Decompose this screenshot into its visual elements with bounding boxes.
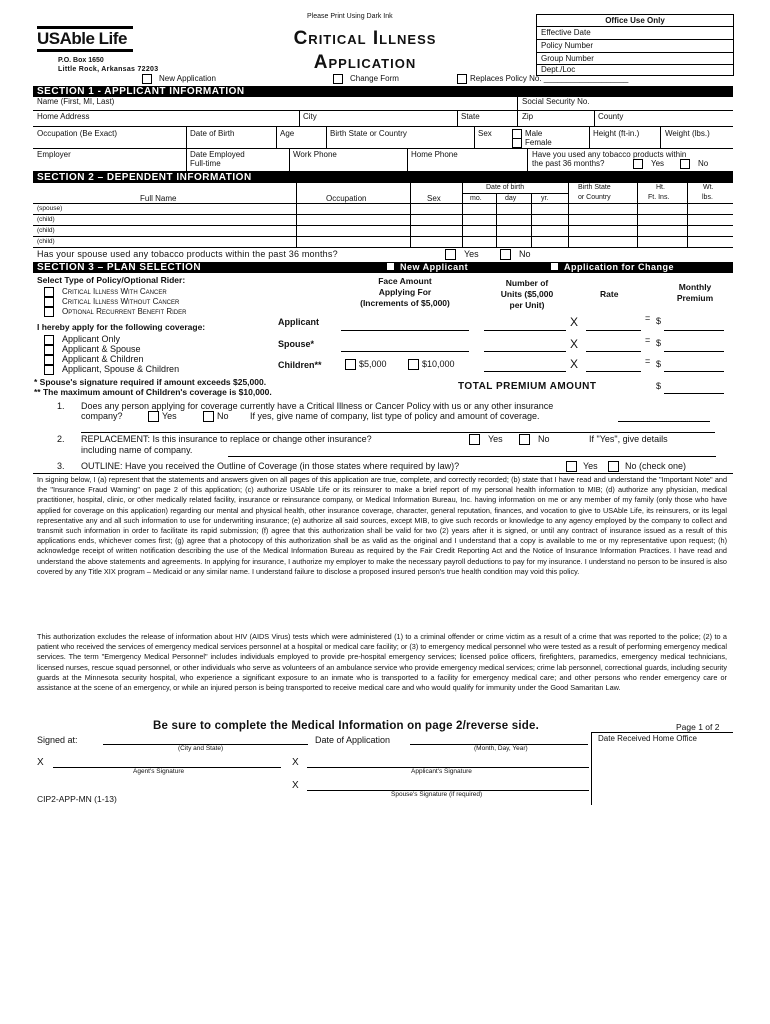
premium-header: Monthly Premium <box>676 282 714 303</box>
recurrent-rider-checkbox[interactable] <box>44 307 54 317</box>
office-use-title: Office Use Only <box>537 15 733 27</box>
q2-details-input[interactable] <box>228 456 716 457</box>
units-header: Number of Units ($5,000 per Unit) <box>500 278 554 310</box>
total-premium-input[interactable] <box>664 393 724 394</box>
q2-yes-checkbox[interactable] <box>469 434 480 445</box>
company-logo <box>37 26 137 52</box>
col-yr: yr. <box>541 195 549 202</box>
q3-no-option[interactable]: No (check one) <box>608 461 686 472</box>
section1-header: SECTION 1 - APPLICANT INFORMATION <box>33 86 733 97</box>
print-note: Please Print Using Dark Ink <box>307 13 393 20</box>
app-change-checkbox[interactable] <box>551 263 558 270</box>
q2-text-line2: including name of company. <box>81 445 193 455</box>
agent-signature-caption: Agent's Signature <box>133 768 185 775</box>
cov-applicant-only[interactable]: Applicant Only <box>44 334 120 345</box>
applicant-signature-caption: Applicant's Signature <box>411 768 472 775</box>
medical-info-reminder: Be sure to complete the Medical Information on page 2/reverse side. <box>153 720 539 732</box>
policy-number-field[interactable]: Policy Number <box>537 40 733 53</box>
select-type-label: Select Type of Policy/Optional Rider: <box>37 275 186 285</box>
children-row-label: Children** <box>278 360 322 370</box>
option-ci-without-cancer[interactable]: Critical Illness Without Cancer <box>44 297 179 307</box>
cov-applicant-spouse-children-checkbox[interactable] <box>44 365 54 375</box>
q2-no-checkbox[interactable] <box>519 434 530 445</box>
dependent-row-spouse[interactable]: (spouse) <box>37 205 63 212</box>
form-number: CIP2-APP-MN (1-13) <box>37 794 117 804</box>
face-amount-header: Face Amount Applying For (Increments of $5,000) <box>360 276 450 308</box>
office-use-box <box>536 14 734 76</box>
spouse-x: X <box>292 780 299 791</box>
ci-without-cancer-checkbox[interactable] <box>44 297 54 307</box>
applicant-x: X <box>292 757 299 768</box>
page-title: Critical Illness <box>293 28 437 49</box>
q2-number: 2. <box>57 434 65 444</box>
employer-field[interactable]: Employer <box>37 150 71 159</box>
signed-at-label: Signed at: <box>37 735 78 745</box>
col-day: day <box>505 195 517 202</box>
children-equals: = <box>645 356 651 366</box>
birth-state-field[interactable]: Birth State or Country <box>330 129 407 138</box>
ssn-field[interactable]: Social Security No. <box>522 97 590 106</box>
applicant-rate-input[interactable] <box>586 330 641 331</box>
tobacco-question: Have you used any tobacco products within <box>532 150 687 159</box>
col-or-country: or Country <box>578 194 611 201</box>
cov-applicant-spouse-children[interactable]: Applicant, Spouse & Children <box>44 364 179 375</box>
total-premium-label: TOTAL PREMIUM AMOUNT <box>458 381 597 392</box>
age-field[interactable]: Age <box>280 129 295 138</box>
option-recurrent-rider[interactable]: Optional Recurrent Benefit Rider <box>44 307 186 317</box>
home-phone-field[interactable]: Home Phone <box>411 150 458 159</box>
q3-number: 3. <box>57 461 65 471</box>
spouse-times: X <box>570 337 579 351</box>
children-rate-input[interactable] <box>586 371 641 372</box>
group-number-field[interactable]: Group Number <box>537 53 733 65</box>
county-field[interactable]: County <box>598 112 624 121</box>
home-address-field[interactable]: Home Address <box>37 112 90 121</box>
q2-yes-option[interactable]: Yes <box>469 434 503 445</box>
page-number: Page 1 of 2 <box>676 722 720 732</box>
logo-text: USAble Life <box>37 29 127 48</box>
female-checkbox[interactable] <box>512 138 522 148</box>
work-phone-field[interactable]: Work Phone <box>293 150 337 159</box>
new-application-option[interactable]: New Application <box>142 74 216 84</box>
children-5000-checkbox[interactable] <box>345 359 356 370</box>
tobacco-no-checkbox[interactable] <box>680 159 690 169</box>
q3-no-checkbox[interactable] <box>608 461 619 472</box>
hiv-exclusion-paragraph: This authorization excludes the release of information about HIV (AIDS Virus) tests which were administered (1) to a criminal offender or crime victim as a result of a crime that was reported to the police; (2) to a patient who received the services of emergency medical services personnel at a hospital or medical care facility; or (3) to emergency medical personnel who were tested as a result of performing emergency medical services. The term "Emergency Medical Personnel" includes individuals employed to provide pre-hospital emergency services; licensed police officers, firefighters, paramedics, emergency medical technicians, licensed nurses, rescue squad personnel, or other individuals who serve as volunteers of an ambulance service who provide emergency medical services; crime lab personnel, correctional guards, including security guards at the Minnesota security hospital, who experience a significant exposure to an inmate who is transported to a facility for emergency medical care; and other persons who render emergency care or assistance at the scene of an emergency, or while an injured person is being transported to receive medical care and who would qualify for immunity under the Good Samaritan Law. <box>37 632 727 693</box>
children-max-note: ** The maximum amount of Children's coverage is $10,000. <box>34 387 272 397</box>
q2-details-label: If "Yes", give details <box>589 434 668 444</box>
new-application-checkbox[interactable] <box>142 74 152 84</box>
authorization-paragraph: In signing below, I (a) represent that the statements and answers given on all pages of this application are true, complete, and correctly recorded; (b) state that I have read and understand the "Important Note" and the "Insurance Fraud Warning" on page 2 of this application; (c) authorize USAble Life or its reinsurer to make a brief report of my personal health information to MIB; (d) authorize any physician, medical practitioner, hospital, clinic, or other medically related facility, insurance or reinsurance company, or Medical Information Bureau, Inc. having information on me or any member of my family (only those who have applied for coverage on this application) regarding our mental and physical health, other insurance coverage, character, general reputation, finances, and vocation to give to USAble Life, its reinsurers, or its legal representative any and all such information to use for underwriting insurance; (e) authorize all said sources, except MIB, to give such records or knowledge to any agency employed by the company to collect and transmit such information in order to facilitate its rapid submission; (f) agree that this authorization shall be valid for two (2) years after it is signed, or until any contract of insurance issued as a result of this applications ends, whichever comes first; (g) agree that a photocopy of this authorization shall be as valid as the original and I understand that a copy is available to me or my representative upon request; (h) acknowledge receipt of written notification describing the use of the Medical Information Bureau as required by the Fair Credit Reporting Act and the Notice of Insurance Information Practices. I have read and understand the above statements and agreements. In applying for insurance, I authorize my employer to make the necessary payroll deductions to pay for my insurance. I understand no person to be insured is also covered by any Title XIX program – Medicaid or any similar name. I understand failure to disclose a proposed insured person's true health condition may void this policy. <box>37 475 727 576</box>
spouse-dollar: $ <box>656 338 662 348</box>
date-of-app-label: Date of Application <box>315 735 391 745</box>
q3-text: OUTLINE: Have you received the Outline of Coverage (in those states where required by law)? <box>81 461 460 471</box>
date-employed-field[interactable]: Date Employed <box>190 150 245 159</box>
dependent-row-child-3[interactable]: (child) <box>37 238 55 245</box>
q3-yes-option[interactable]: Yes <box>566 461 598 472</box>
q1-no-option[interactable]: No <box>203 411 229 422</box>
state-field[interactable]: State <box>461 112 480 121</box>
ci-with-cancer-checkbox[interactable] <box>44 287 54 297</box>
applicant-units-input[interactable] <box>484 330 566 331</box>
date-caption: (Month, Day, Year) <box>474 745 528 752</box>
date-received-box[interactable] <box>591 732 733 805</box>
cov-applicant-children[interactable]: Applicant & Children <box>44 354 144 365</box>
q1-details-label: If yes, give name of company, list type of policy and amount of coverage. <box>250 411 540 421</box>
section3-header: SECTION 3 – PLAN SELECTION New Applicant Application for Change <box>33 262 733 273</box>
po-box: P.O. Box 1650 <box>58 57 104 64</box>
spouse-tobacco-no[interactable]: No <box>500 249 531 260</box>
q1-number: 1. <box>57 401 65 411</box>
spouse-face-input[interactable] <box>341 351 469 352</box>
applicant-dollar: $ <box>656 316 662 326</box>
height-field[interactable]: Height (ft-in.) <box>593 129 640 138</box>
col-dob: Date of birth <box>486 184 525 191</box>
q1-yes-option[interactable]: Yes <box>148 411 177 422</box>
app-change-option[interactable]: Application for Change <box>551 262 674 273</box>
tobacco-no-option[interactable]: No <box>680 159 708 169</box>
col-lbs: lbs. <box>702 194 713 201</box>
occupation-field[interactable]: Occupation (Be Exact) <box>37 129 118 138</box>
company-city: Little Rock, Arkansas 72203 <box>58 66 159 73</box>
replaces-policy-checkbox[interactable] <box>457 74 467 84</box>
q2-text: REPLACEMENT: Is this insurance to replace or change other insurance? <box>81 434 372 444</box>
applicant-times: X <box>570 315 579 329</box>
full-time-label: Full-time <box>190 159 221 168</box>
spouse-signature-note: * Spouse's signature required if amount exceeds $25,000. <box>34 377 267 387</box>
spouse-tobacco-yes[interactable]: Yes <box>445 249 479 260</box>
spouse-equals: = <box>645 335 651 345</box>
col-sex: Sex <box>427 194 441 203</box>
spouse-premium-input[interactable] <box>664 351 724 352</box>
tobacco-yes-option[interactable]: Yes <box>633 159 664 169</box>
tobacco-yes-checkbox[interactable] <box>633 159 643 169</box>
agent-x: X <box>37 757 44 768</box>
q3-yes-checkbox[interactable] <box>566 461 577 472</box>
applicant-premium-input[interactable] <box>664 330 724 331</box>
rate-header: Rate <box>600 289 619 299</box>
effective-date-field[interactable]: Effective Date <box>537 27 733 40</box>
children-10000-option[interactable]: $10,000 <box>408 359 455 370</box>
zip-field[interactable]: Zip <box>522 112 534 121</box>
applicant-face-input[interactable] <box>341 330 469 331</box>
spouse-tobacco-question: Has your spouse used any tobacco products within the past 36 months? <box>37 249 338 259</box>
q2-no-option[interactable]: No <box>519 434 550 445</box>
col-wt: Wt. <box>703 184 714 191</box>
children-dollar: $ <box>656 359 662 369</box>
sex-label: Sex <box>478 129 492 138</box>
col-ft-ins: Ft. Ins. <box>648 194 670 201</box>
q1-text: Does any person applying for coverage currently have a Critical Illness or Cancer Policy with us or any other insurance <box>81 401 554 411</box>
q1-details-input-line2[interactable] <box>81 432 715 433</box>
total-dollar: $ <box>656 381 662 391</box>
replaces-policy-option[interactable]: Replaces Policy No. ___________________ <box>457 74 628 84</box>
new-applicant-option[interactable]: New Applicant <box>387 262 468 273</box>
col-birth-state: Birth State <box>578 184 611 191</box>
section2-header: SECTION 2 – DEPENDENT INFORMATION <box>33 172 733 183</box>
spouse-units-input[interactable] <box>484 351 566 352</box>
q1-no-checkbox[interactable] <box>203 411 214 422</box>
q1-yes-checkbox[interactable] <box>148 411 159 422</box>
col-full-name: Full Name <box>140 194 177 203</box>
dob-field[interactable]: Date of Birth <box>190 129 235 138</box>
page-subtitle: Application <box>313 52 417 73</box>
cov-applicant-spouse[interactable]: Applicant & Spouse <box>44 344 141 355</box>
children-premium-input[interactable] <box>664 371 724 372</box>
apply-for-label: I hereby apply for the following coverage: <box>37 322 206 332</box>
children-units-input[interactable] <box>484 371 566 372</box>
spouse-tobacco-no-checkbox[interactable] <box>500 249 511 260</box>
female-option[interactable]: Female <box>512 138 552 148</box>
spouse-row-label: Spouse* <box>278 339 315 349</box>
dependent-row-child-2[interactable]: (child) <box>37 227 55 234</box>
change-form-checkbox[interactable] <box>333 74 343 84</box>
city-state-caption: (City and State) <box>178 745 224 752</box>
col-ht: Ht. <box>656 184 665 191</box>
date-received-label: Date Received Home Office <box>598 734 698 743</box>
applicant-row-label: Applicant <box>278 317 320 327</box>
city-field[interactable]: City <box>303 112 317 121</box>
q1-text-line2: company? <box>81 411 123 421</box>
spouse-tobacco-yes-checkbox[interactable] <box>445 249 456 260</box>
children-5000-option[interactable]: $5,000 <box>345 359 387 370</box>
children-10000-checkbox[interactable] <box>408 359 419 370</box>
children-times: X <box>570 357 579 371</box>
male-option[interactable]: Male <box>512 129 542 139</box>
weight-field[interactable]: Weight (lbs.) <box>665 129 710 138</box>
spouse-rate-input[interactable] <box>586 351 641 352</box>
tobacco-question-line2: the past 36 months? <box>532 159 605 168</box>
col-occupation: Occupation <box>326 194 367 203</box>
change-form-option[interactable]: Change Form <box>333 74 399 84</box>
dependent-row-child-1[interactable]: (child) <box>37 216 55 223</box>
dept-loc-field[interactable]: Dept./Loc <box>541 65 576 74</box>
name-field[interactable]: Name (First, MI, Last) <box>37 97 115 106</box>
spouse-signature-caption: Spouse's Signature (if required) <box>391 791 483 798</box>
col-mo: mo. <box>470 195 482 202</box>
applicant-equals: = <box>645 313 651 323</box>
new-applicant-checkbox[interactable] <box>387 263 394 270</box>
q1-details-input[interactable] <box>618 421 710 422</box>
option-ci-with-cancer[interactable]: Critical Illness With Cancer <box>44 287 167 297</box>
